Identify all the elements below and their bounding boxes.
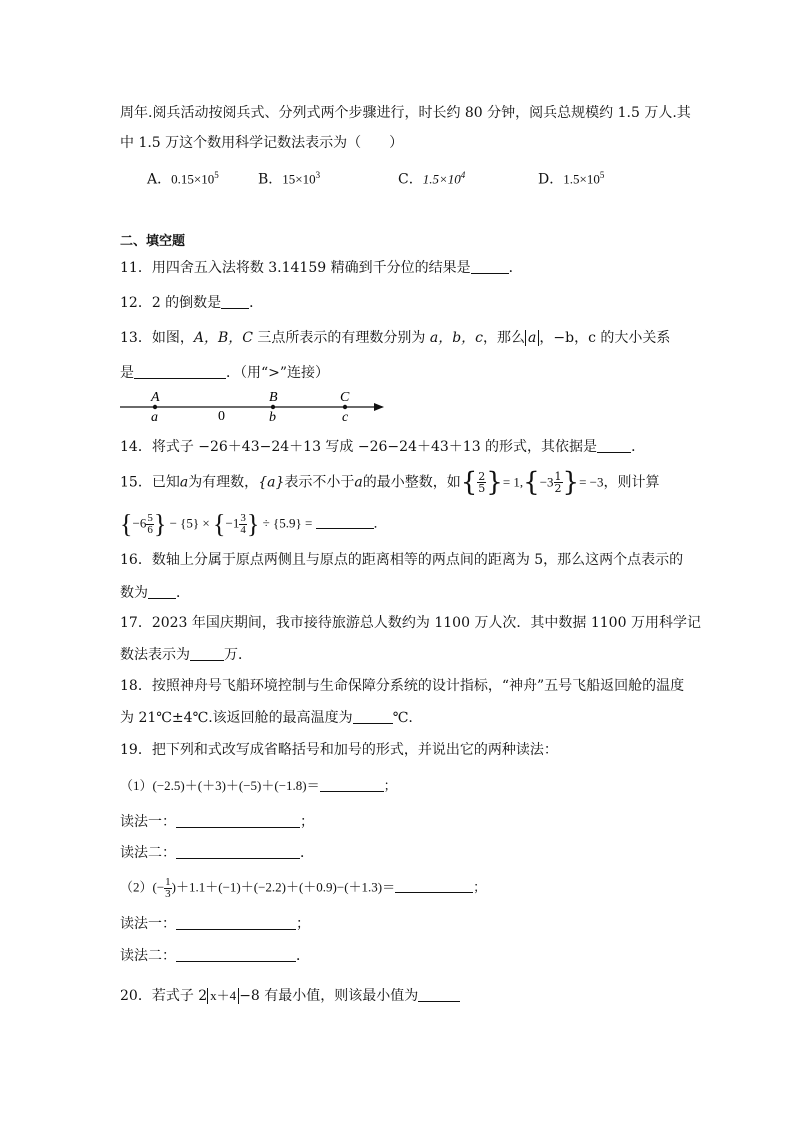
answer-blank[interactable] (148, 584, 176, 599)
question-15-line1: 15．已知a为有理数，{a}表示不小于a的最小整数，如{ $\frac{2}{5}$ }= 1,{−3 $\frac{1}{2}$ }= −3，则计算 (120, 467, 660, 498)
question-12: 12．2 的倒数是 ． (120, 295, 264, 311)
question-17-line2: 数法表示为 万． (120, 647, 252, 663)
question-13-line2: 是 ．（用“>”连接） (120, 365, 330, 381)
question-20: 20．若式子 2 x＋4 −8 有最小值，则该最小值为 (120, 986, 460, 1006)
q10-option-b: B．$15\times 10^3$ (258, 170, 321, 188)
question-18-line2: 为 21℃±4℃.该返回舱的最高温度为 ℃. (120, 710, 413, 726)
q10-option-d: D．$1.5\times 10^5$ (538, 170, 605, 188)
abs-x-plus-4: x＋4 (207, 988, 239, 1004)
label-a: a (151, 410, 158, 425)
q10-line2: 中 1.5 万这个数用科学记数法表示为（ ） (120, 135, 404, 151)
abs-a: a (525, 330, 539, 346)
answer-blank[interactable] (395, 878, 473, 893)
question-17-line1: 17．2023 年国庆期间，我市接待旅游总人数约为 1100 万人次．其中数据 1100 万用科学记 (120, 615, 701, 631)
question-13-line1: 13．如图，A，B，C 三点所表示的有理数分别为 a，b，c，那么 a ，−b，c 的大小关系 (120, 330, 671, 346)
answer-blank[interactable] (190, 646, 224, 661)
answer-blank[interactable] (597, 438, 631, 453)
answer-blank[interactable] (176, 947, 296, 962)
answer-blank[interactable] (471, 259, 509, 274)
question-15-line2: {−6 $\frac{5}{6}$ } − {5} × {−1 $\frac{3}{4}$ } ÷ {5.9} = ． (120, 509, 387, 539)
axis-arrow (374, 403, 384, 411)
answer-blank[interactable] (418, 987, 460, 1002)
question-19-part1-reading2: 读法二： ． (120, 845, 314, 861)
point-b-dot (271, 405, 275, 409)
answer-blank[interactable] (353, 709, 393, 724)
number-line-figure (118, 388, 398, 428)
question-16-line2: 数为 ． (120, 585, 190, 601)
label-C: C (340, 390, 350, 405)
label-B: B (269, 390, 278, 405)
answer-blank[interactable] (221, 294, 249, 309)
answer-blank[interactable] (134, 364, 226, 379)
answer-blank[interactable] (176, 813, 300, 828)
question-18-line1: 18．按照神舟号飞船环境控制与生命保障分系统的设计指标，“神舟”五号飞船返回舱的温度 (120, 678, 685, 694)
label-A: A (151, 390, 160, 405)
question-19-part1-reading1: 读法一： ； (120, 814, 314, 830)
answer-blank[interactable] (320, 777, 384, 792)
question-19-part2-reading2: 读法二： ． (120, 948, 310, 964)
section-title-fill-in: 二、填空题 (120, 234, 186, 249)
point-c-dot (343, 405, 347, 409)
q10-option-c: C．$1.5\times 10^4$ (398, 170, 466, 188)
question-16-line1: 16．数轴上分属于原点两侧且与原点的距离相等的两点间的距离为 5，那么这两个点表示的 (120, 552, 684, 568)
answer-blank[interactable] (316, 514, 374, 529)
answer-blank[interactable] (176, 915, 296, 930)
point-a-dot (153, 405, 157, 409)
label-b: b (269, 410, 276, 425)
question-11: 11．用四舍五入法将数 3.14159 精确到千分位的结果是 ． (120, 260, 523, 276)
question-19-part2-reading1: 读法一： ； (120, 916, 310, 932)
question-14: 14．将式子 −26＋43−24＋13 写成 −26−24＋43＋13 的形式，其依据是 ． (120, 439, 646, 455)
question-19-part1: （1）(−2.5)＋(＋3)＋(−5)＋(−1.8)＝ ； (120, 778, 397, 793)
answer-blank[interactable] (176, 844, 300, 859)
question-19-part2: （2）(− $\frac{1}{3}$ )＋1.1＋(−1)＋(−2.2)＋(＋0.9)−(＋1.3)＝ ； (120, 876, 487, 900)
label-zero: 0 (218, 409, 225, 424)
q10-line1: 周年.阅兵活动按阅兵式、分列式两个步骤进行，时长约 80 分钟，阅兵总规模约 1.5 万人.其 (120, 105, 691, 121)
q10-option-a: A．$0.15\times 10^5$ (147, 170, 219, 188)
label-c: c (342, 410, 349, 425)
question-19-intro: 19．把下列和式改写成省略括号和加号的形式，并说出它的两种读法： (120, 742, 558, 758)
